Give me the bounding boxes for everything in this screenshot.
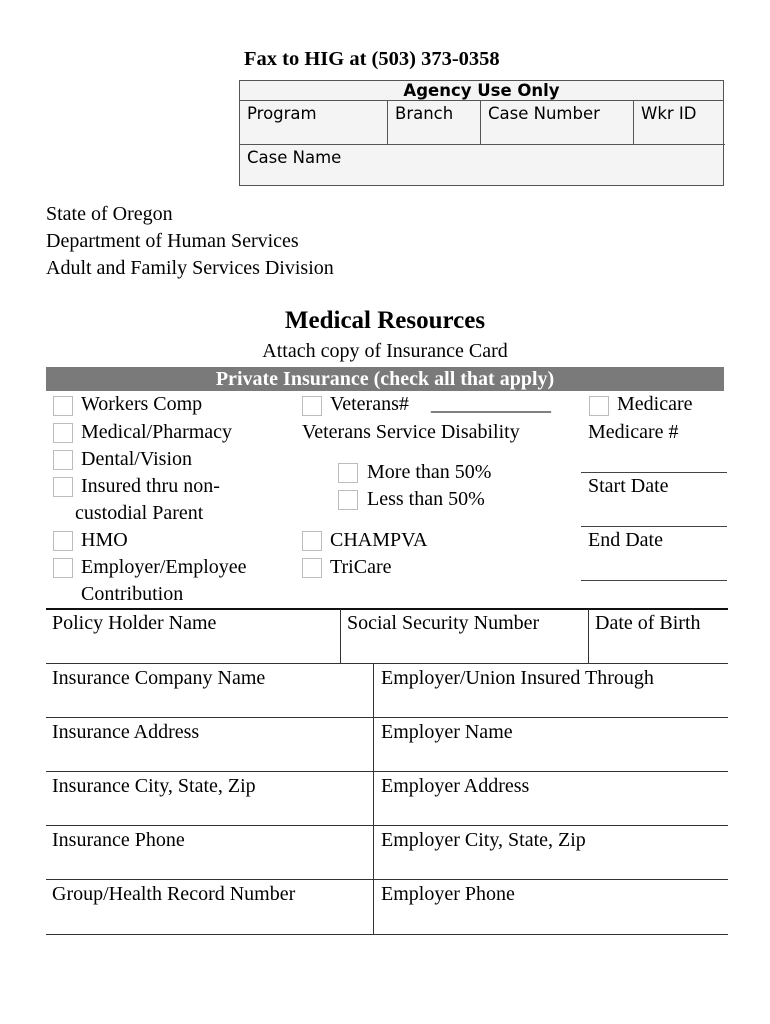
medicare-number-line[interactable] <box>581 472 727 473</box>
employer-city-field[interactable]: Employer City, State, Zip <box>381 829 586 851</box>
table-rule <box>46 717 728 718</box>
champva-checkbox[interactable] <box>302 531 322 551</box>
policy-holder-field[interactable]: Policy Holder Name <box>52 612 217 634</box>
medical-pharmacy-label: Medical/Pharmacy <box>81 421 233 443</box>
table-center-divider <box>373 664 374 935</box>
employer-union-field[interactable]: Employer/Union Insured Through <box>381 667 654 689</box>
agency-case-name-field[interactable]: Case Name <box>247 148 342 167</box>
agency-address <box>46 201 334 282</box>
table-top-rule <box>46 608 728 610</box>
agency-wkr-id-field[interactable]: Wkr ID <box>634 101 725 145</box>
end-date-line[interactable] <box>581 580 727 581</box>
ssn-field[interactable]: Social Security Number <box>347 612 540 634</box>
insurance-company-field[interactable]: Insurance Company Name <box>52 667 266 689</box>
tricare-checkbox[interactable] <box>302 558 322 578</box>
table-rule <box>46 663 728 664</box>
table-rule <box>46 879 728 880</box>
employer-contribution-checkbox[interactable] <box>53 558 73 578</box>
dental-vision-label: Dental/Vision <box>81 448 193 470</box>
table-bottom-rule <box>46 934 728 935</box>
medicare-checkbox[interactable] <box>589 396 609 416</box>
agency-line: State of Oregon <box>46 203 173 225</box>
insurance-phone-field[interactable]: Insurance Phone <box>52 829 185 851</box>
divider <box>588 609 589 664</box>
veterans-number-field[interactable]: ____________ <box>431 393 551 415</box>
agency-line: Department of Human Services <box>46 230 299 252</box>
employer-phone-field[interactable]: Employer Phone <box>381 883 515 905</box>
form-title: Medical Resources <box>284 307 486 334</box>
employer-address-field[interactable]: Employer Address <box>381 775 530 797</box>
less-than-50-checkbox[interactable] <box>338 490 358 510</box>
start-date-label: Start Date <box>588 475 669 497</box>
fax-title: Fax to HIG at (503) 373-0358 <box>244 48 500 70</box>
agency-case-number-field[interactable]: Case Number <box>481 101 634 145</box>
veterans-disability-label: Veterans Service Disability <box>302 421 520 443</box>
insurance-city-field[interactable]: Insurance City, State, Zip <box>52 775 256 797</box>
agency-use-box <box>239 80 724 186</box>
form-subtitle: Attach copy of Insurance Card <box>262 340 508 362</box>
medical-pharmacy-checkbox[interactable] <box>53 423 73 443</box>
veterans-checkbox[interactable] <box>302 396 322 416</box>
private-insurance-header: Private Insurance (check all that apply) <box>46 367 724 391</box>
insured-non-custodial-label: Insured thru non- <box>81 475 220 497</box>
less-than-50-label: Less than 50% <box>367 488 485 510</box>
insured-non-custodial-checkbox[interactable] <box>53 477 73 497</box>
insurance-address-field[interactable]: Insurance Address <box>52 721 200 743</box>
employer-name-field[interactable]: Employer Name <box>381 721 513 743</box>
agency-branch-field[interactable]: Branch <box>388 101 481 145</box>
more-than-50-label: More than 50% <box>367 461 492 483</box>
workers-comp-label: Workers Comp <box>81 393 203 415</box>
champva-label: CHAMPVA <box>330 529 428 551</box>
employer-contribution-label: Employer/Employee <box>81 556 247 578</box>
more-than-50-checkbox[interactable] <box>338 463 358 483</box>
end-date-label: End Date <box>588 529 663 551</box>
workers-comp-checkbox[interactable] <box>53 396 73 416</box>
agency-use-header: Agency Use Only <box>240 81 723 101</box>
medicare-label: Medicare <box>617 393 693 415</box>
tricare-label: TriCare <box>330 556 392 578</box>
employer-contribution-label-cont: Contribution <box>81 583 184 605</box>
table-rule <box>46 771 728 772</box>
dob-field[interactable]: Date of Birth <box>595 612 701 634</box>
dental-vision-checkbox[interactable] <box>53 450 73 470</box>
veterans-label: Veterans# <box>330 393 409 415</box>
agency-line: Adult and Family Services Division <box>46 257 334 279</box>
agency-program-field[interactable]: Program <box>240 101 388 145</box>
group-record-number-field[interactable]: Group/Health Record Number <box>52 883 296 905</box>
hmo-label: HMO <box>81 529 128 551</box>
medicare-number-label: Medicare # <box>588 421 679 443</box>
hmo-checkbox[interactable] <box>53 531 73 551</box>
insured-non-custodial-label-cont: custodial Parent <box>75 502 204 524</box>
start-date-line[interactable] <box>581 526 727 527</box>
table-rule <box>46 825 728 826</box>
divider <box>340 609 341 664</box>
